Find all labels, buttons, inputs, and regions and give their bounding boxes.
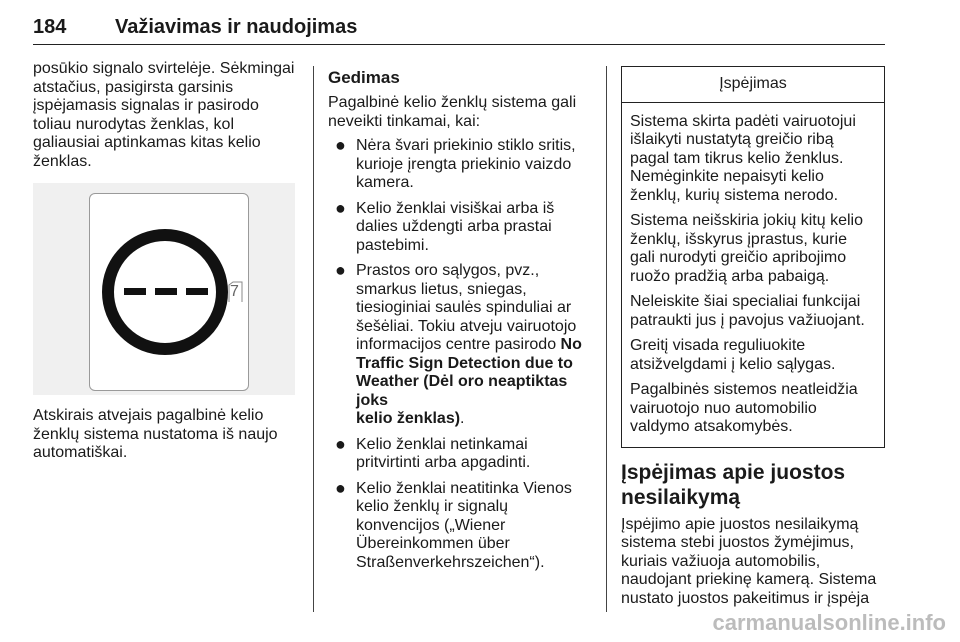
list-item: ● Nėra švari priekinio stiklo sritis, kurioje įrengta priekinio vaizdo kamera.: [335, 135, 576, 191]
warning-title: Įspėjimas: [622, 67, 884, 103]
display-frame: [89, 193, 249, 391]
reset-paragraph: Atskirais atvejais pagalbinė kelio ženklų sistema nustatoma iš naujo automatiškai.: [33, 407, 278, 461]
column-middle: [328, 60, 598, 579]
column-divider-right: [606, 66, 607, 612]
bullet-icon: ●: [335, 433, 346, 454]
warning-box: [621, 66, 885, 448]
list-item: ● Kelio ženklai netinkamai pritvirtinti arba apgadinti.: [335, 433, 531, 471]
no-sign-detected-icon: [90, 194, 250, 392]
warning-body: [622, 103, 884, 447]
column-left: [33, 60, 295, 463]
bullet-icon: ●: [335, 197, 346, 218]
section-heading: Įspėjimas apie juostos nesilaikymą: [621, 460, 846, 509]
list-item: ● Prastos oro sąlygos, pvz., smarkus lietus, sniegas, tiesioginiai saulės spinduliai ar šešėliai. Tokiu atveju vairuotojo informacijos centre pasirodo No Traffic Sign Detection due to Weather (Dėl oro neaptiktas joks kelio ženklas).: [335, 260, 582, 427]
list-item: ● Kelio ženklai visiškai arba iš dalies uždengti arba prastai pastebimi.: [335, 197, 555, 254]
bullet-icon: ●: [335, 135, 346, 155]
section-paragraph: Įspėjimo apie juostos nesilaikymą sistema stebi juostos žymėjimus, kuriais važiuoja automobilis, naudojant priekinę kamerą. Sistema nustato juostos pakeitimus ir įspėja: [621, 515, 877, 607]
warning-paragraph: Sistema skirta padėti vairuotojui išlaikyti nustatytą greičio ribą pagal tam tikrus kelio ženklus. Nemėginkite nepaisyti kelio ženklų, kurių sistema nerodo.: [630, 112, 856, 204]
page-header: [33, 10, 885, 45]
column-right: [621, 60, 885, 608]
watermark: carmanualsonline.info: [712, 610, 946, 635]
figure-number-label: [228, 281, 243, 303]
fault-heading: Gedimas: [328, 68, 400, 87]
page-number: 184: [33, 16, 67, 38]
warning-paragraph: Pagalbinės sistemos neatleidžia vairuotojo nuo automobilio valdymo atsakomybės.: [630, 381, 858, 435]
column-divider-left: [313, 66, 314, 612]
bullet-icon: ●: [335, 477, 346, 498]
intro-paragraph: posūkio signalo svirtelėje. Sėkmingai atstačius, pasigirsta garsinis įspėjamasis signalas ir pasirodo toliau nurodytas ženklas, kol galiausiai aptinkamas kitas kelio ženklas.: [33, 60, 295, 170]
chapter-title: Važiavimas ir naudojimas: [115, 16, 358, 38]
warning-paragraph: Neleiskite šiai specialiai funkcijai patraukti jus į pavojus važiuojant.: [630, 293, 865, 329]
warning-paragraph: Greitį visada reguliuokite atsižvelgdami į kelio sąlygas.: [630, 337, 836, 373]
list-item: ● Kelio ženklai neatitinka Vienos kelio ženklų ir signalų konvencijos („Wiener Übereinkommen über Straßenverkehrszeichen“).: [335, 477, 572, 571]
sign-illustration: [33, 183, 295, 395]
fault-list: [328, 137, 598, 572]
warning-paragraph: Sistema neišskiria jokių kitų kelio ženklų, išskyrus įprastus, kurie gali nurodyti greičio apribojimo ruožo pradžią arba pabaigą.: [630, 212, 863, 285]
bullet-icon: ●: [335, 260, 346, 280]
fault-intro: Pagalbinė kelio ženklų sistema gali neveikti tinkamai, kai:: [328, 94, 577, 130]
figure-number: 7: [230, 283, 239, 300]
message-text: No: [560, 336, 582, 353]
